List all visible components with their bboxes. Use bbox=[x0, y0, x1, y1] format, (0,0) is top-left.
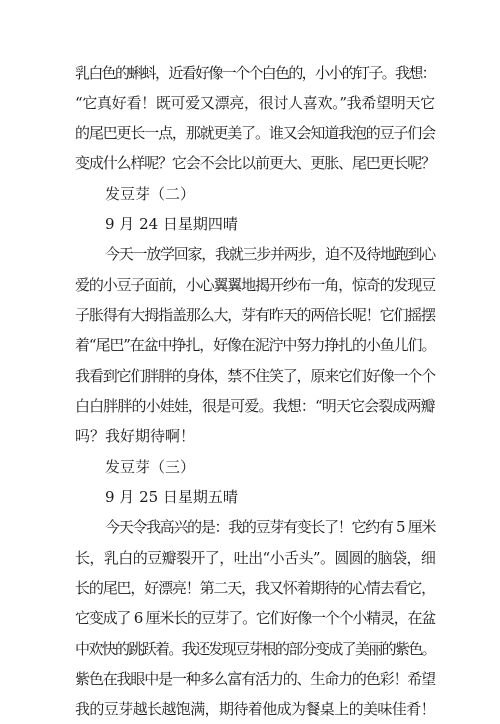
text-line: 紫色在我眼中是一种多么富有活力的、生命力的色彩！希望 bbox=[75, 670, 436, 688]
text-line: 子胀得有大拇指盖那么大，芽有昨天的两倍长呢！它们摇摆 bbox=[75, 306, 436, 324]
text-line: 我看到它们胖胖的身体，禁不住笑了，原来它们好像一个个 bbox=[75, 367, 436, 385]
text-line: 长，乳白的豆瓣裂开了，吐出“小舌头”。圆圆的脑袋，细 bbox=[75, 549, 436, 567]
text-line: 爱的小豆子面前，小心翼翼地揭开纱布一角，惊奇的发现豆 bbox=[75, 276, 436, 294]
text-line: 今天一放学回家，我就三步并两步，迫不及待地跑到心 bbox=[105, 245, 436, 263]
diary-date: 9 月 24 日星期四晴 bbox=[105, 215, 238, 233]
text-line: 乳白色的蝌蚪，近看好像一个个白色的，小小的钉子。我想： bbox=[75, 64, 436, 82]
text-line: 长的尾巴，好漂亮！第二天，我又怀着期待的心情去看它， bbox=[75, 579, 436, 597]
text-line: 吗？我好期待啊！ bbox=[75, 427, 196, 445]
text-line: 着“尾巴”在盆中挣扎，好像在泥泞中努力挣扎的小鱼儿们。 bbox=[75, 336, 436, 354]
section-heading: 发豆芽（三） bbox=[105, 458, 196, 476]
text-line: 白白胖胖的小娃娃，很是可爱。我想：“明天它会裂成两瓣 bbox=[75, 397, 435, 415]
text-line: 今天令我高兴的是：我的豆芽有变长了！它约有 5 厘米 bbox=[105, 518, 436, 536]
text-line: 它变成了 6 厘米长的豆芽了。它们好像一个个小精灵，在盆 bbox=[75, 609, 436, 627]
text-line: 我的豆芽越长越饱满，期待着他成为餐桌上的美味佳肴！ bbox=[75, 700, 436, 718]
diary-date: 9 月 25 日星期五晴 bbox=[105, 488, 238, 506]
text-line: 中欢快的跳跃着。我还发现豆芽根的部分变成了美丽的紫色。 bbox=[75, 640, 436, 658]
text-line: “它真好看！既可爱又漂亮，很讨人喜欢。”我希望明天它 bbox=[75, 94, 435, 112]
section-heading: 发豆芽（二） bbox=[105, 185, 196, 203]
text-line: 的尾巴更长一点，那就更美了。谁又会知道我泡的豆子们会 bbox=[75, 124, 436, 142]
text-line: 变成什么样呢？它会不会比以前更大、更胀、尾巴更长呢？ bbox=[75, 154, 436, 172]
